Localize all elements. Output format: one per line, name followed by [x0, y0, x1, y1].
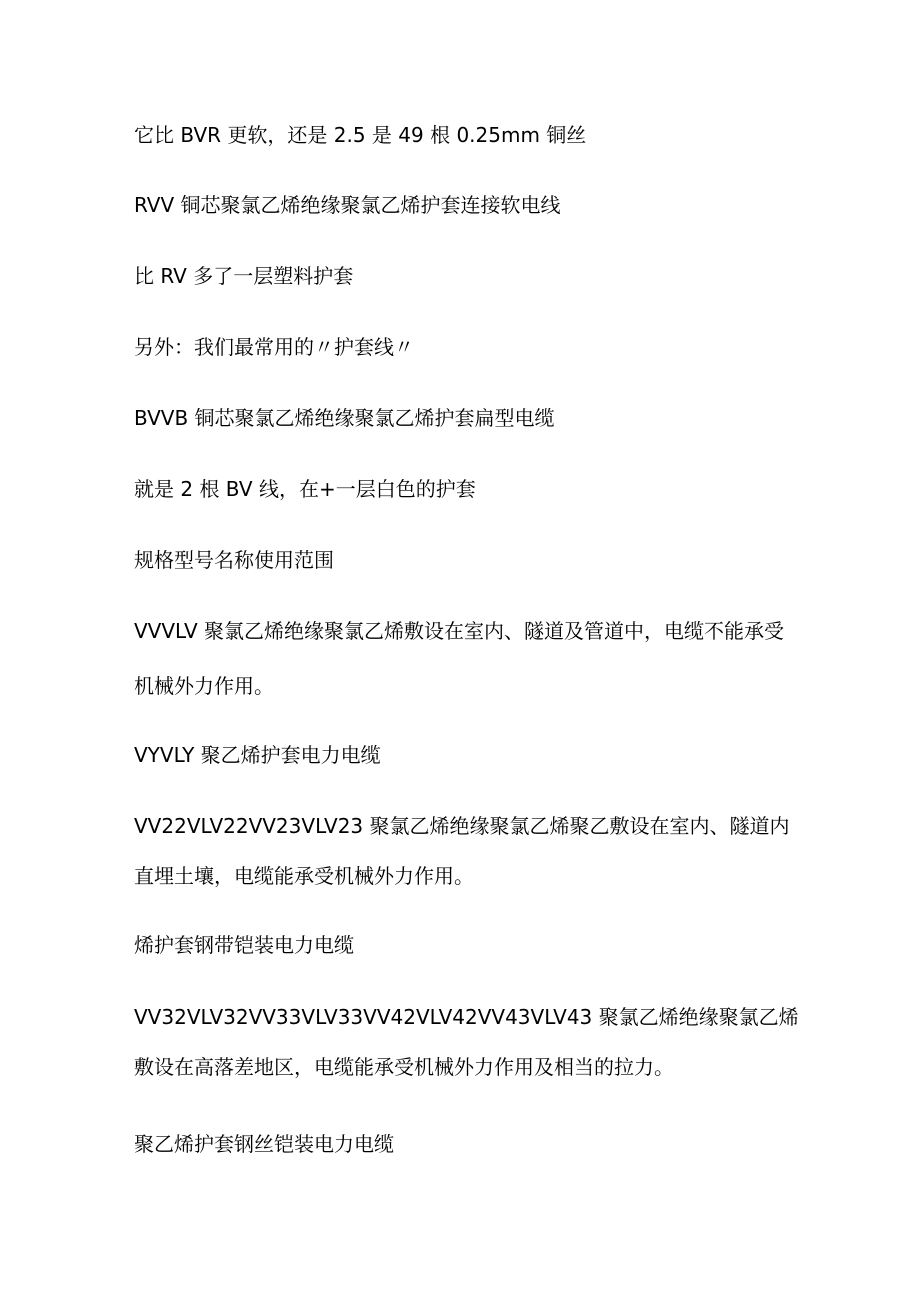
text-line: 烯护套钢带铠装电力电缆: [134, 933, 354, 957]
text-line: BVVB 铜芯聚氯乙烯绝缘聚氯乙烯护套扁型电缆: [134, 406, 555, 430]
text-line: 机械外力作用。: [134, 674, 274, 698]
text-line: VV32VLV32VV33VLV33VV42VLV42VV43VLV43 聚氯乙烯绝缘聚氯乙烯: [134, 1005, 799, 1029]
text-line: 直埋土壤，电缆能承受机械外力作用。: [134, 864, 474, 888]
text-line: VV22VLV22VV23VLV23 聚氯乙烯绝缘聚氯乙烯聚乙敷设在室内、隧道内: [134, 814, 790, 838]
text-line: VVVLV 聚氯乙烯绝缘聚氯乙烯敷设在室内、隧道及管道中，电缆不能承受: [134, 619, 785, 643]
text-line: 比 RV 多了一层塑料护套: [134, 264, 354, 288]
text-line: 就是 2 根 BV 线，在+一层白色的护套: [134, 477, 476, 501]
text-line: 敷设在高落差地区，电缆能承受机械外力作用及相当的拉力。: [134, 1055, 674, 1079]
text-line: 聚乙烯护套钢丝铠装电力电缆: [134, 1132, 394, 1156]
text-line: 规格型号名称使用范围: [134, 548, 334, 572]
text-line: 它比 BVR 更软，还是 2.5 是 49 根 0.25mm 铜丝: [134, 123, 587, 147]
text-line: 另外：我们最常用的〃护套线〃: [134, 335, 414, 359]
text-line: RVV 铜芯聚氯乙烯绝缘聚氯乙烯护套连接软电线: [134, 193, 561, 217]
text-line: VYVLY 聚乙烯护套电力电缆: [134, 743, 381, 767]
